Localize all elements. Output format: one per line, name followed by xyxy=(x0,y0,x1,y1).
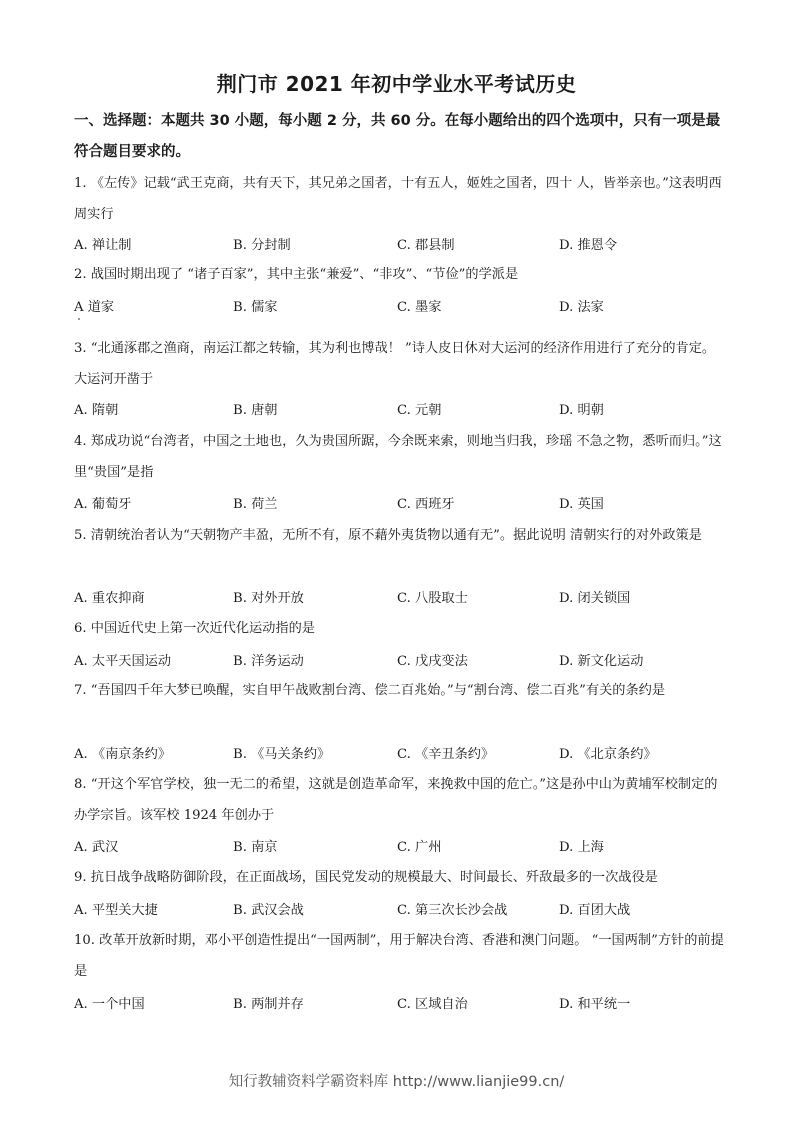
option-b: B. 唐朝 xyxy=(233,403,278,418)
option-d: D. 法家 xyxy=(559,300,604,315)
option-b: B. 《马关条约》 xyxy=(233,747,331,762)
page-title: 荆门市 2021 年初中学业水平考试历史 xyxy=(216,72,577,96)
question-3: 3. “北通涿郡之渔商，南运江都之转输，其为利也博哉！ ”诗人皮日休对大运河的经济作用进行了充分的肯定。大运河开凿于 xyxy=(74,341,716,387)
options-6 xyxy=(74,650,724,674)
option-c: C. 第三次长沙会战 xyxy=(397,903,508,918)
option-d: D. 和平统一 xyxy=(559,997,631,1012)
option-d: D. 明朝 xyxy=(559,403,604,418)
option-a: A. 重农抑商 xyxy=(74,591,145,606)
options-1 xyxy=(74,234,724,258)
question-9: 9. 抗日战争战略防御阶段，在正面战场，国民党发动的规模最大、时间最长、歼敌最多的一次战役是 xyxy=(74,870,658,885)
option-b: B. 分封制 xyxy=(233,238,291,253)
footer-watermark: 知行教辅资料学霸资料库 http://www.lianjie99.cn/ xyxy=(228,1074,565,1090)
option-a: A. 武汉 xyxy=(74,840,119,855)
options-10 xyxy=(74,993,724,1017)
option-c: C. 《辛丑条约》 xyxy=(397,747,495,762)
option-b: B. 南京 xyxy=(233,840,278,855)
option-b: B. 对外开放 xyxy=(233,591,304,606)
option-a: A. 禅让制 xyxy=(74,238,132,253)
question-1: 1. 《左传》记载“武王克商，共有天下，其兄弟之国者，十有五人，姬姓之国者，四十 人，皆举亲也。”这表明西周实行 xyxy=(74,176,722,222)
question-7: 7. “吾国四千年大梦已唤醒，实自甲午战败割台湾、偿二百兆始。”与“割台湾、偿二百兆”有关的条约是 xyxy=(74,683,666,698)
option-d: D. 闭关锁国 xyxy=(559,591,631,606)
option-d: D. 英国 xyxy=(559,497,604,512)
option-c: C. 八股取士 xyxy=(397,591,468,606)
scan-speck xyxy=(78,318,80,320)
option-c: C. 郡县制 xyxy=(397,238,455,253)
option-b: B. 武汉会战 xyxy=(233,903,304,918)
option-a: A. 平型关大捷 xyxy=(74,903,158,918)
question-2: 2. 战国时期出现了 “诸子百家”，其中主张“兼爱”、“非攻”、“节俭”的学派是 xyxy=(74,267,519,282)
option-a: A. 葡萄牙 xyxy=(74,497,132,512)
option-b: B. 儒家 xyxy=(233,300,278,315)
option-c: C. 元朝 xyxy=(397,403,442,418)
option-d: D. 百团大战 xyxy=(559,903,631,918)
option-d: D. 新文化运动 xyxy=(559,654,644,669)
option-a: A 道家 xyxy=(74,300,115,315)
section-heading: 一、选择题：本题共 30 小题，每小题 2 分，共 60 分。在每小题给出的四个选项中，只有一项是最符合题目要求的。 xyxy=(74,113,721,160)
options-4 xyxy=(74,493,724,517)
option-b: B. 两制并存 xyxy=(233,997,304,1012)
option-b: B. 洋务运动 xyxy=(233,654,304,669)
question-10: 10. 改革开放新时期，邓小平创造性提出“一国两制”，用于解决台湾、香港和澳门问题。 “一国两制”方针的前提是 xyxy=(74,933,724,979)
option-c: C. 西班牙 xyxy=(397,497,455,512)
question-6: 6. 中国近代史上第一次近代化运动指的是 xyxy=(74,621,315,636)
option-c: C. 戊戌变法 xyxy=(397,654,468,669)
option-b: B. 荷兰 xyxy=(233,497,278,512)
options-8 xyxy=(74,836,724,860)
options-5 xyxy=(74,587,724,611)
option-c: C. 区域自治 xyxy=(397,997,468,1012)
question-5: 5. 清朝统治者认为“天朝物产丰盈，无所不有，原不藉外夷货物以通有无”。据此说明 清朝实行的对外政策是 xyxy=(74,528,702,543)
options-2 xyxy=(74,296,724,320)
question-4: 4. 郑成功说“台湾者，中国之土地也，久为贵国所踞，今余既来索，则地当归我，珍瑶 不急之物，悉听而归。”这里“贵国”是指 xyxy=(74,434,722,480)
option-a: A. 一个中国 xyxy=(74,997,145,1012)
options-9 xyxy=(74,899,724,923)
question-8: 8. “开这个军官学校，独一无二的希望，这就是创造革命军，来挽救中国的危亡。”这是孙中山为黄埔军校制定的办学宗旨。该军校 1924 年创办于 xyxy=(74,777,718,823)
option-d: D. 上海 xyxy=(559,840,604,855)
option-d: D. 推恩令 xyxy=(559,238,618,253)
options-7 xyxy=(74,743,724,767)
options-3 xyxy=(74,399,724,423)
option-c: C. 广州 xyxy=(397,840,442,855)
option-d: D. 《北京条约》 xyxy=(559,747,657,762)
option-a: A. 隋朝 xyxy=(74,403,119,418)
option-a: A. 太平天国运动 xyxy=(74,654,172,669)
option-a: A. 《南京条约》 xyxy=(74,747,172,762)
option-c: C. 墨家 xyxy=(397,300,442,315)
